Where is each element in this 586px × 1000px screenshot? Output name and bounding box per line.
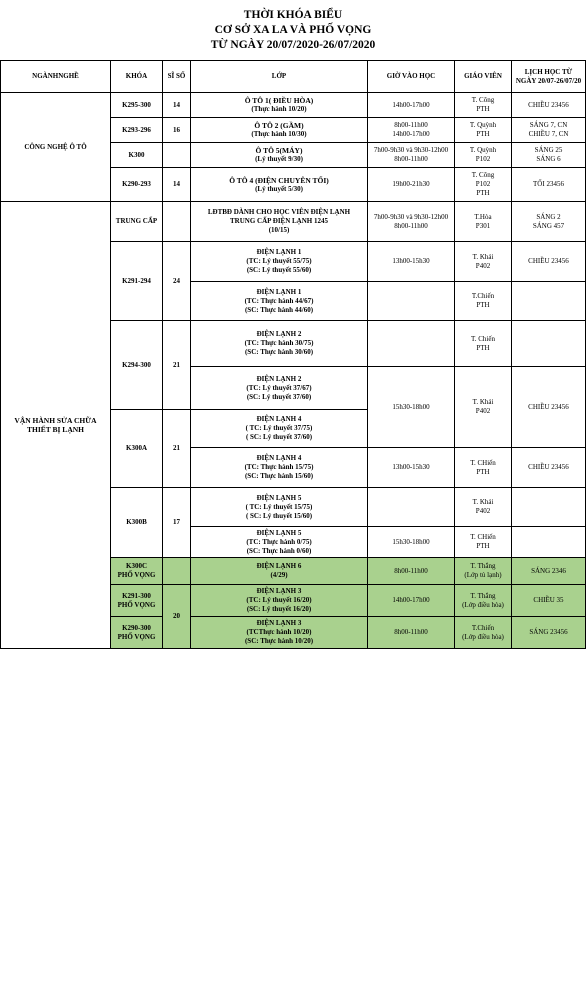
lop-cell: Ô TÔ 5(MÁY) (Lý thuyết 9/30)	[191, 143, 368, 168]
gio-cell	[368, 282, 455, 321]
lop-cell: ĐIỆN LẠNH 1 (TC: Thực hành 44/67) (SC: Thực hành 44/60)	[191, 282, 368, 321]
siso-cell	[163, 558, 191, 585]
khoa-cell: K293-296	[111, 118, 163, 143]
title-line-2: CƠ SỞ XA LA VÀ PHỐ VỌNG	[214, 24, 372, 36]
nganh-oto: CÔNG NGHỆ Ô TÔ	[1, 93, 111, 202]
gv-cell: T. Quỳnh PTH	[455, 118, 512, 143]
siso-cell	[163, 202, 191, 242]
siso-cell: 24	[163, 242, 191, 321]
lich-cell: CHIỀU 23456	[512, 242, 586, 282]
gio-cell: 19h00-21h30	[368, 168, 455, 202]
lop-cell: ĐIỆN LẠNH 4 (TC: Thực hành 15/75) (SC: Thực hành 15/60)	[191, 448, 368, 488]
khoa-cell: K291-300 PHỐ VỌNG	[111, 585, 163, 617]
lich-cell: CHIỀU 23456	[512, 93, 586, 118]
khoa-cell: TRUNG CẤP	[111, 202, 163, 242]
lich-cell	[512, 282, 586, 321]
lop-cell: Ô TÔ 4 (ĐIỆN CHUYÊN TỐI) (Lý thuyết 5/30)	[191, 168, 368, 202]
khoa-cell: K300A	[111, 410, 163, 488]
gio-cell: 15h30-18h00	[368, 527, 455, 558]
siso-cell: 20	[163, 585, 191, 649]
siso-cell: 14	[163, 93, 191, 118]
siso-cell: 17	[163, 488, 191, 558]
gv-cell: T.Chiến PTH	[455, 282, 512, 321]
gio-cell: 7h00-9h30 và 9h30-12h00 8h00-11h00	[368, 143, 455, 168]
gio-cell: 8h00-11h00 14h00-17h00	[368, 118, 455, 143]
lop-cell: ĐIỆN LẠNH 4 ( TC: Lý thuyết 37/75) ( SC: Lý thuyết 37/60)	[191, 410, 368, 448]
siso-cell	[163, 143, 191, 168]
khoa-cell: K291-294	[111, 242, 163, 321]
khoa-cell: K294-300	[111, 321, 163, 410]
lich-cell: CHIỀU 23456	[512, 367, 586, 448]
khoa-cell: K295-300	[111, 93, 163, 118]
khoa-cell: K300	[111, 143, 163, 168]
header-lop: LỚP	[191, 61, 368, 93]
lop-cell: ĐIỆN LẠNH 6 (4/29)	[191, 558, 368, 585]
lop-cell: Ô TÔ 1( ĐIỀU HÒA) (Thực hành 10/20)	[191, 93, 368, 118]
header-siso: SĨ SỐ	[163, 61, 191, 93]
timetable	[0, 60, 586, 649]
gv-cell: T. Chiến PTH	[455, 321, 512, 367]
gio-cell: 14h00-17h00	[368, 585, 455, 617]
gio-cell: 13h00-15h30	[368, 448, 455, 488]
gv-cell: T. Công PTH	[455, 93, 512, 118]
siso-cell: 16	[163, 118, 191, 143]
gio-cell: 13h00-15h30	[368, 242, 455, 282]
gv-cell: T.Chiến (Lớp điều hòa)	[455, 617, 512, 649]
lop-cell: ĐIỆN LẠNH 2 (TC: Lý thuyết 37/67) (SC: Lý thuyết 37/60)	[191, 367, 368, 410]
gv-cell: T. Quỳnh P102	[455, 143, 512, 168]
lich-cell: SÁNG 23456	[512, 617, 586, 649]
gv-cell: T. Khải P402	[455, 242, 512, 282]
header-gv: GIÁO VIÊN	[455, 61, 512, 93]
lop-cell: ĐIỆN LẠNH 1 (TC: Lý thuyết 55/75) (SC: Lý thuyết 55/60)	[191, 242, 368, 282]
gio-cell: 8h00-11h00	[368, 558, 455, 585]
gio-cell	[368, 321, 455, 367]
lich-cell: SÁNG 25 SÁNG 6	[512, 143, 586, 168]
siso-cell: 21	[163, 410, 191, 488]
title-line-1: THỜI KHÓA BIỂU	[243, 9, 343, 21]
header-khoa: KHÓA	[111, 61, 163, 93]
khoa-cell: K300B	[111, 488, 163, 558]
lop-cell: ĐIỆN LẠNH 3 (TCThực hành 10/20) (SC: Thực hành 10/20)	[191, 617, 368, 649]
lop-cell: ĐIỆN LẠNH 2 (TC: Thực hành 30/75) (SC: Thực hành 30/60)	[191, 321, 368, 367]
nganh-van-hanh: VẬN HÀNH SỬA CHỮA THIẾT BỊ LẠNH	[1, 202, 111, 649]
gv-cell: T. Thắng (Lớp tủ lạnh)	[455, 558, 512, 585]
lich-cell	[512, 527, 586, 558]
gv-cell: T.Hòa P301	[455, 202, 512, 242]
lich-cell: SÁNG 2 SÁNG 457	[512, 202, 586, 242]
lich-cell: SÁNG 7, CN CHIỀU 7, CN	[512, 118, 586, 143]
lop-cell: LĐTBĐ DÀNH CHO HỌC VIÊN ĐIỆN LẠNH TRUNG CẤP ĐIỆN LẠNH 1245 (10/15)	[191, 202, 368, 242]
lich-cell: SÁNG 2346	[512, 558, 586, 585]
khoa-cell: K300C PHỐ VỌNG	[111, 558, 163, 585]
lich-cell	[512, 321, 586, 367]
header-gio: GIỜ VÀO HỌC	[368, 61, 455, 93]
gv-cell: T. Công P102 PTH	[455, 168, 512, 202]
gio-cell: 7h00-9h30 và 9h30-12h00 8h00-11h00	[368, 202, 455, 242]
header-lich: LỊCH HỌC TỪ NGÀY 20/07-26/07/20	[512, 61, 586, 93]
gio-cell: 14h00-17h00	[368, 93, 455, 118]
gv-cell: T. CHiến PTH	[455, 448, 512, 488]
lop-cell: Ô TÔ 2 (GẦM) (Thực hành 10/30)	[191, 118, 368, 143]
lich-cell: TỐI 23456	[512, 168, 586, 202]
gio-cell	[368, 488, 455, 527]
lich-cell: CHIỀU 35	[512, 585, 586, 617]
header-row	[1, 61, 586, 93]
khoa-cell: K290-300 PHỐ VỌNG	[111, 617, 163, 649]
table-row	[1, 93, 586, 118]
table-row	[1, 202, 586, 242]
gv-cell: T. Khải P402	[455, 367, 512, 448]
lop-cell: ĐIỆN LẠNH 5 ( TC: Lý thuyết 15/75) ( SC: Lý thuyết 15/60)	[191, 488, 368, 527]
gio-cell: 8h00-11h00	[368, 617, 455, 649]
lich-cell: CHIỀU 23456	[512, 448, 586, 488]
gio-cell: 15h30-18h00	[368, 367, 455, 448]
header-nganh: NGÀNHNGHỀ	[1, 61, 111, 93]
title-line-3: TỪ NGÀY 20/07/2020-26/07/2020	[210, 39, 376, 51]
lop-cell: ĐIỆN LẠNH 5 (TC: Thực hành 0/75) (SC: Thực hành 0/60)	[191, 527, 368, 558]
lop-cell: ĐIỆN LẠNH 3 (TC: Lý thuyết 16/20) (SC: Lý thuyết 16/20)	[191, 585, 368, 617]
siso-cell: 21	[163, 321, 191, 410]
gv-cell: T. CHiến PTH	[455, 527, 512, 558]
gv-cell: T. Khải P402	[455, 488, 512, 527]
lich-cell	[512, 488, 586, 527]
document-title	[0, 8, 586, 53]
gv-cell: T. Thắng (Lớp điều hòa)	[455, 585, 512, 617]
siso-cell: 14	[163, 168, 191, 202]
khoa-cell: K290-293	[111, 168, 163, 202]
